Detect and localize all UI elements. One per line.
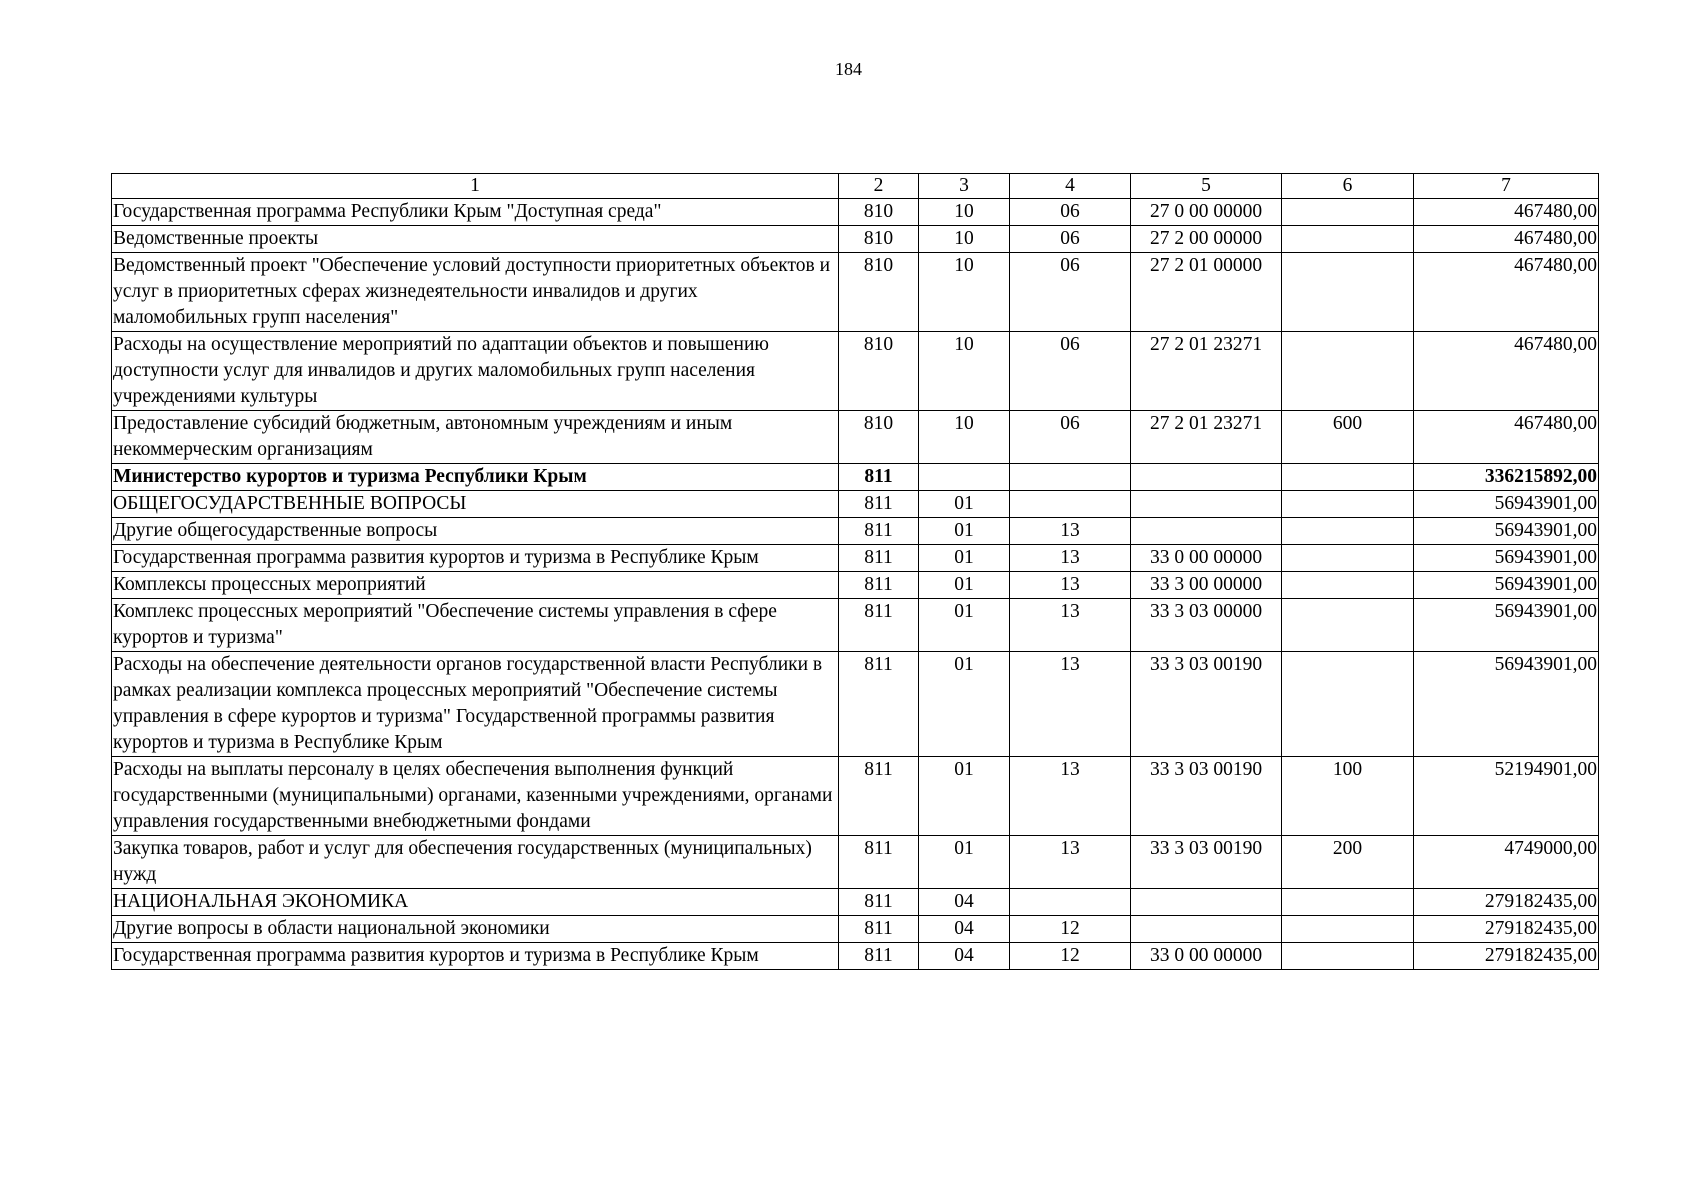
expense-type-cell: 200 (1282, 836, 1414, 889)
table-row (112, 464, 1599, 491)
table-row (112, 411, 1599, 464)
ministry-code-cell: 811 (839, 652, 919, 757)
column-header: 5 (1131, 174, 1282, 199)
table-row (112, 518, 1599, 545)
ministry-code-cell: 810 (839, 332, 919, 411)
item-name-cell: Министерство курортов и туризма Республики Крым (112, 464, 839, 491)
ministry-code-cell: 810 (839, 253, 919, 332)
expense-type-cell (1282, 518, 1414, 545)
table-row (112, 199, 1599, 226)
target-article-cell: 33 0 00 00000 (1131, 545, 1282, 572)
item-name-cell: Комплексы процессных мероприятий (112, 572, 839, 599)
target-article-cell: 33 3 03 00190 (1131, 652, 1282, 757)
item-name-cell: Государственная программа развития курортов и туризма в Республике Крым (112, 545, 839, 572)
item-name-cell: Другие общегосударственные вопросы (112, 518, 839, 545)
item-name-cell: Государственная программа развития курортов и туризма в Республике Крым (112, 943, 839, 970)
subsection-code-cell (1010, 491, 1131, 518)
expense-type-cell (1282, 572, 1414, 599)
expense-type-cell (1282, 332, 1414, 411)
section-code-cell: 01 (919, 572, 1010, 599)
table-row (112, 652, 1599, 757)
item-name-cell: ОБЩЕГОСУДАРСТВЕННЫЕ ВОПРОСЫ (112, 491, 839, 518)
section-code-cell: 01 (919, 599, 1010, 652)
section-code-cell: 01 (919, 652, 1010, 757)
ministry-code-cell: 810 (839, 226, 919, 253)
section-code-cell: 04 (919, 916, 1010, 943)
target-article-cell (1131, 889, 1282, 916)
subsection-code-cell: 06 (1010, 332, 1131, 411)
ministry-code-cell: 811 (839, 572, 919, 599)
expense-type-cell (1282, 943, 1414, 970)
amount-cell: 336215892,00 (1414, 464, 1599, 491)
subsection-code-cell: 06 (1010, 411, 1131, 464)
subsection-code-cell: 13 (1010, 545, 1131, 572)
section-code-cell: 04 (919, 889, 1010, 916)
item-name-cell: Ведомственный проект "Обеспечение условий доступности приоритетных объектов и услуг в приоритетных сферах жизнедеятельности инвалидов и других маломобильных групп населения" (112, 253, 839, 332)
expense-type-cell (1282, 599, 1414, 652)
table-header-row (112, 174, 1599, 199)
ministry-code-cell: 811 (839, 518, 919, 545)
item-name-cell: Расходы на выплаты персоналу в целях обеспечения выполнения функций государственными (муниципальными) органами, казенными учреждениями, органами управления государственными внебюджетными фондами (112, 757, 839, 836)
ministry-code-cell: 811 (839, 757, 919, 836)
section-code-cell: 04 (919, 943, 1010, 970)
expense-type-cell (1282, 491, 1414, 518)
ministry-code-cell: 811 (839, 836, 919, 889)
expense-type-cell (1282, 545, 1414, 572)
ministry-code-cell: 811 (839, 599, 919, 652)
subsection-code-cell: 06 (1010, 199, 1131, 226)
column-header: 7 (1414, 174, 1599, 199)
target-article-cell: 27 2 00 00000 (1131, 226, 1282, 253)
item-name-cell: Расходы на осуществление мероприятий по адаптации объектов и повышению доступности услуг для инвалидов и других маломобильных групп населения учреждениями культуры (112, 332, 839, 411)
table-row (112, 545, 1599, 572)
table-row (112, 491, 1599, 518)
column-header: 3 (919, 174, 1010, 199)
section-code-cell: 10 (919, 332, 1010, 411)
section-code-cell: 01 (919, 836, 1010, 889)
item-name-cell: Закупка товаров, работ и услуг для обеспечения государственных (муниципальных) нужд (112, 836, 839, 889)
target-article-cell: 33 0 00 00000 (1131, 943, 1282, 970)
amount-cell: 279182435,00 (1414, 916, 1599, 943)
column-header: 1 (112, 174, 839, 199)
amount-cell: 279182435,00 (1414, 889, 1599, 916)
table-row (112, 226, 1599, 253)
target-article-cell: 27 2 01 00000 (1131, 253, 1282, 332)
subsection-code-cell: 06 (1010, 253, 1131, 332)
amount-cell: 56943901,00 (1414, 652, 1599, 757)
target-article-cell: 33 3 00 00000 (1131, 572, 1282, 599)
ministry-code-cell: 811 (839, 545, 919, 572)
section-code-cell: 01 (919, 491, 1010, 518)
column-header: 4 (1010, 174, 1131, 199)
target-article-cell: 27 2 01 23271 (1131, 332, 1282, 411)
amount-cell: 56943901,00 (1414, 491, 1599, 518)
target-article-cell (1131, 491, 1282, 518)
amount-cell: 4749000,00 (1414, 836, 1599, 889)
amount-cell: 279182435,00 (1414, 943, 1599, 970)
amount-cell: 467480,00 (1414, 411, 1599, 464)
ministry-code-cell: 811 (839, 464, 919, 491)
table-row (112, 253, 1599, 332)
ministry-code-cell: 811 (839, 889, 919, 916)
target-article-cell (1131, 518, 1282, 545)
expense-type-cell: 100 (1282, 757, 1414, 836)
section-code-cell: 10 (919, 199, 1010, 226)
subsection-code-cell: 12 (1010, 916, 1131, 943)
subsection-code-cell: 13 (1010, 518, 1131, 545)
subsection-code-cell: 13 (1010, 836, 1131, 889)
section-code-cell (919, 464, 1010, 491)
expense-type-cell (1282, 916, 1414, 943)
table-row (112, 836, 1599, 889)
item-name-cell: Предоставление субсидий бюджетным, автономным учреждениям и иным некоммерческим организациям (112, 411, 839, 464)
section-code-cell: 10 (919, 226, 1010, 253)
item-name-cell: Другие вопросы в области национальной экономики (112, 916, 839, 943)
table-row (112, 599, 1599, 652)
expense-type-cell (1282, 464, 1414, 491)
subsection-code-cell (1010, 464, 1131, 491)
ministry-code-cell: 810 (839, 411, 919, 464)
ministry-code-cell: 811 (839, 491, 919, 518)
item-name-cell: Государственная программа Республики Крым "Доступная среда" (112, 199, 839, 226)
section-code-cell: 01 (919, 757, 1010, 836)
column-header: 2 (839, 174, 919, 199)
expense-type-cell (1282, 226, 1414, 253)
amount-cell: 467480,00 (1414, 226, 1599, 253)
amount-cell: 56943901,00 (1414, 518, 1599, 545)
table-row (112, 757, 1599, 836)
table-row (112, 889, 1599, 916)
subsection-code-cell: 12 (1010, 943, 1131, 970)
item-name-cell: Ведомственные проекты (112, 226, 839, 253)
table-row (112, 572, 1599, 599)
amount-cell: 467480,00 (1414, 199, 1599, 226)
amount-cell: 467480,00 (1414, 332, 1599, 411)
section-code-cell: 01 (919, 518, 1010, 545)
target-article-cell: 27 2 01 23271 (1131, 411, 1282, 464)
target-article-cell: 33 3 03 00190 (1131, 836, 1282, 889)
ministry-code-cell: 811 (839, 943, 919, 970)
expense-type-cell (1282, 253, 1414, 332)
target-article-cell (1131, 916, 1282, 943)
table-body (112, 199, 1599, 970)
column-header: 6 (1282, 174, 1414, 199)
subsection-code-cell: 06 (1010, 226, 1131, 253)
target-article-cell (1131, 464, 1282, 491)
amount-cell: 467480,00 (1414, 253, 1599, 332)
expense-type-cell (1282, 199, 1414, 226)
target-article-cell: 27 0 00 00000 (1131, 199, 1282, 226)
table-row (112, 332, 1599, 411)
item-name-cell: НАЦИОНАЛЬНАЯ ЭКОНОМИКА (112, 889, 839, 916)
ministry-code-cell: 810 (839, 199, 919, 226)
subsection-code-cell: 13 (1010, 572, 1131, 599)
ministry-code-cell: 811 (839, 916, 919, 943)
expense-type-cell (1282, 652, 1414, 757)
subsection-code-cell: 13 (1010, 757, 1131, 836)
subsection-code-cell: 13 (1010, 652, 1131, 757)
amount-cell: 56943901,00 (1414, 572, 1599, 599)
item-name-cell: Расходы на обеспечение деятельности органов государственной власти Республики в рамках реализации комплекса процессных мероприятий "Обеспечение системы управления в сфере курортов и туризма" Государственной программы развития курортов и туризма в Республике Крым (112, 652, 839, 757)
item-name-cell: Комплекс процессных мероприятий "Обеспечение системы управления в сфере курортов и туризма" (112, 599, 839, 652)
expense-type-cell: 600 (1282, 411, 1414, 464)
section-code-cell: 01 (919, 545, 1010, 572)
page-number: 184 (835, 59, 862, 79)
target-article-cell: 33 3 03 00190 (1131, 757, 1282, 836)
target-article-cell: 33 3 03 00000 (1131, 599, 1282, 652)
amount-cell: 56943901,00 (1414, 599, 1599, 652)
amount-cell: 56943901,00 (1414, 545, 1599, 572)
amount-cell: 52194901,00 (1414, 757, 1599, 836)
section-code-cell: 10 (919, 411, 1010, 464)
subsection-code-cell (1010, 889, 1131, 916)
table-row (112, 943, 1599, 970)
expense-type-cell (1282, 889, 1414, 916)
subsection-code-cell: 13 (1010, 599, 1131, 652)
table-row (112, 916, 1599, 943)
budget-table (111, 173, 1599, 970)
section-code-cell: 10 (919, 253, 1010, 332)
